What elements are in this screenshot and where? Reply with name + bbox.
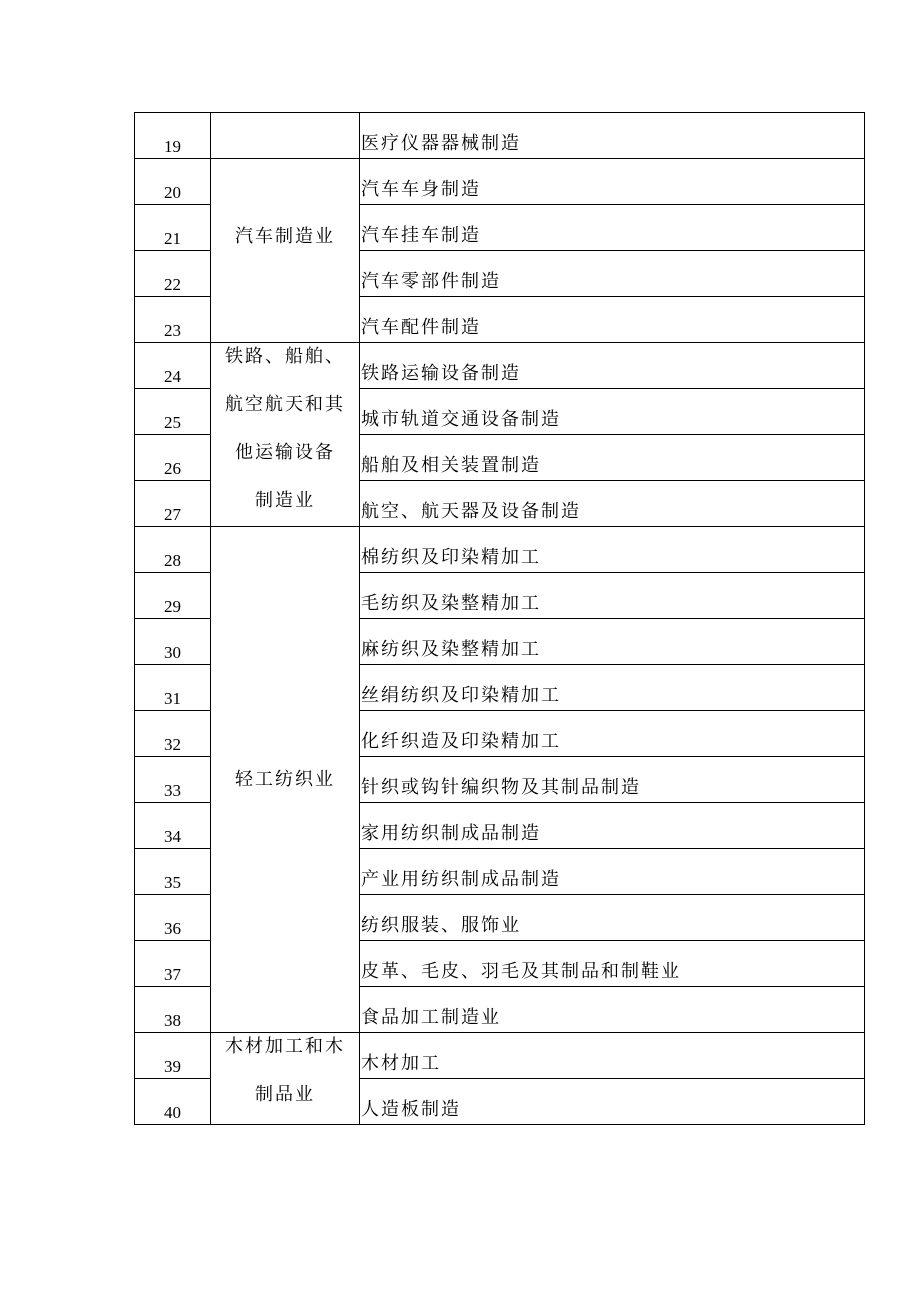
table-row [135,343,865,389]
table-row [135,527,865,573]
row-number: 28 [135,527,211,573]
row-number: 34 [135,803,211,849]
category-line: 铁路、船舶、 [225,346,345,367]
category-line: 制造业 [255,490,315,511]
category-line: 木材加工和木 [225,1036,345,1057]
row-number: 32 [135,711,211,757]
category-textile [211,527,360,1033]
row-number: 27 [135,481,211,527]
industry-item: 化纤织造及印染精加工 [360,711,865,757]
category-line: 他运输设备 [235,442,335,463]
industry-item: 航空、航天器及设备制造 [360,481,865,527]
row-number: 25 [135,389,211,435]
industry-item: 汽车车身制造 [360,159,865,205]
industry-item: 家用纺织制成品制造 [360,803,865,849]
row-number: 38 [135,987,211,1033]
category-cell-empty [211,113,360,159]
industry-item: 毛纺织及染整精加工 [360,573,865,619]
industry-item: 食品加工制造业 [360,987,865,1033]
category-line: 汽车制造业 [235,225,335,247]
industry-item: 船舶及相关装置制造 [360,435,865,481]
industry-item: 城市轨道交通设备制造 [360,389,865,435]
industry-item: 汽车挂车制造 [360,205,865,251]
row-number: 33 [135,757,211,803]
row-number: 19 [135,113,211,159]
category-line: 制品业 [255,1084,315,1105]
row-number: 30 [135,619,211,665]
row-number: 22 [135,251,211,297]
industry-table [134,112,865,1125]
industry-item: 皮革、毛皮、羽毛及其制品和制鞋业 [360,941,865,987]
category-line: 航空航天和其 [225,394,345,415]
industry-item: 丝绢纺织及印染精加工 [360,665,865,711]
row-number: 31 [135,665,211,711]
category-transport [211,343,360,527]
industry-item: 医疗仪器器械制造 [360,113,865,159]
table-row [135,1033,865,1079]
industry-item: 针织或钩针编织物及其制品制造 [360,757,865,803]
table-row [135,113,865,159]
industry-item: 棉纺织及印染精加工 [360,527,865,573]
row-number: 21 [135,205,211,251]
row-number: 23 [135,297,211,343]
row-number: 39 [135,1033,211,1079]
row-number: 37 [135,941,211,987]
industry-item: 木材加工 [360,1033,865,1079]
industry-item: 纺织服装、服饰业 [360,895,865,941]
row-number: 40 [135,1079,211,1125]
industry-item: 人造板制造 [360,1079,865,1125]
row-number: 20 [135,159,211,205]
row-number: 35 [135,849,211,895]
industry-item: 产业用纺织制成品制造 [360,849,865,895]
industry-item: 汽车零部件制造 [360,251,865,297]
table-row [135,159,865,205]
row-number: 36 [135,895,211,941]
row-number: 29 [135,573,211,619]
row-number: 24 [135,343,211,389]
category-wood [211,1033,360,1125]
industry-item: 汽车配件制造 [360,297,865,343]
category-line: 轻工纺织业 [235,768,335,790]
category-auto [211,159,360,343]
industry-item: 铁路运输设备制造 [360,343,865,389]
industry-item: 麻纺织及染整精加工 [360,619,865,665]
row-number: 26 [135,435,211,481]
